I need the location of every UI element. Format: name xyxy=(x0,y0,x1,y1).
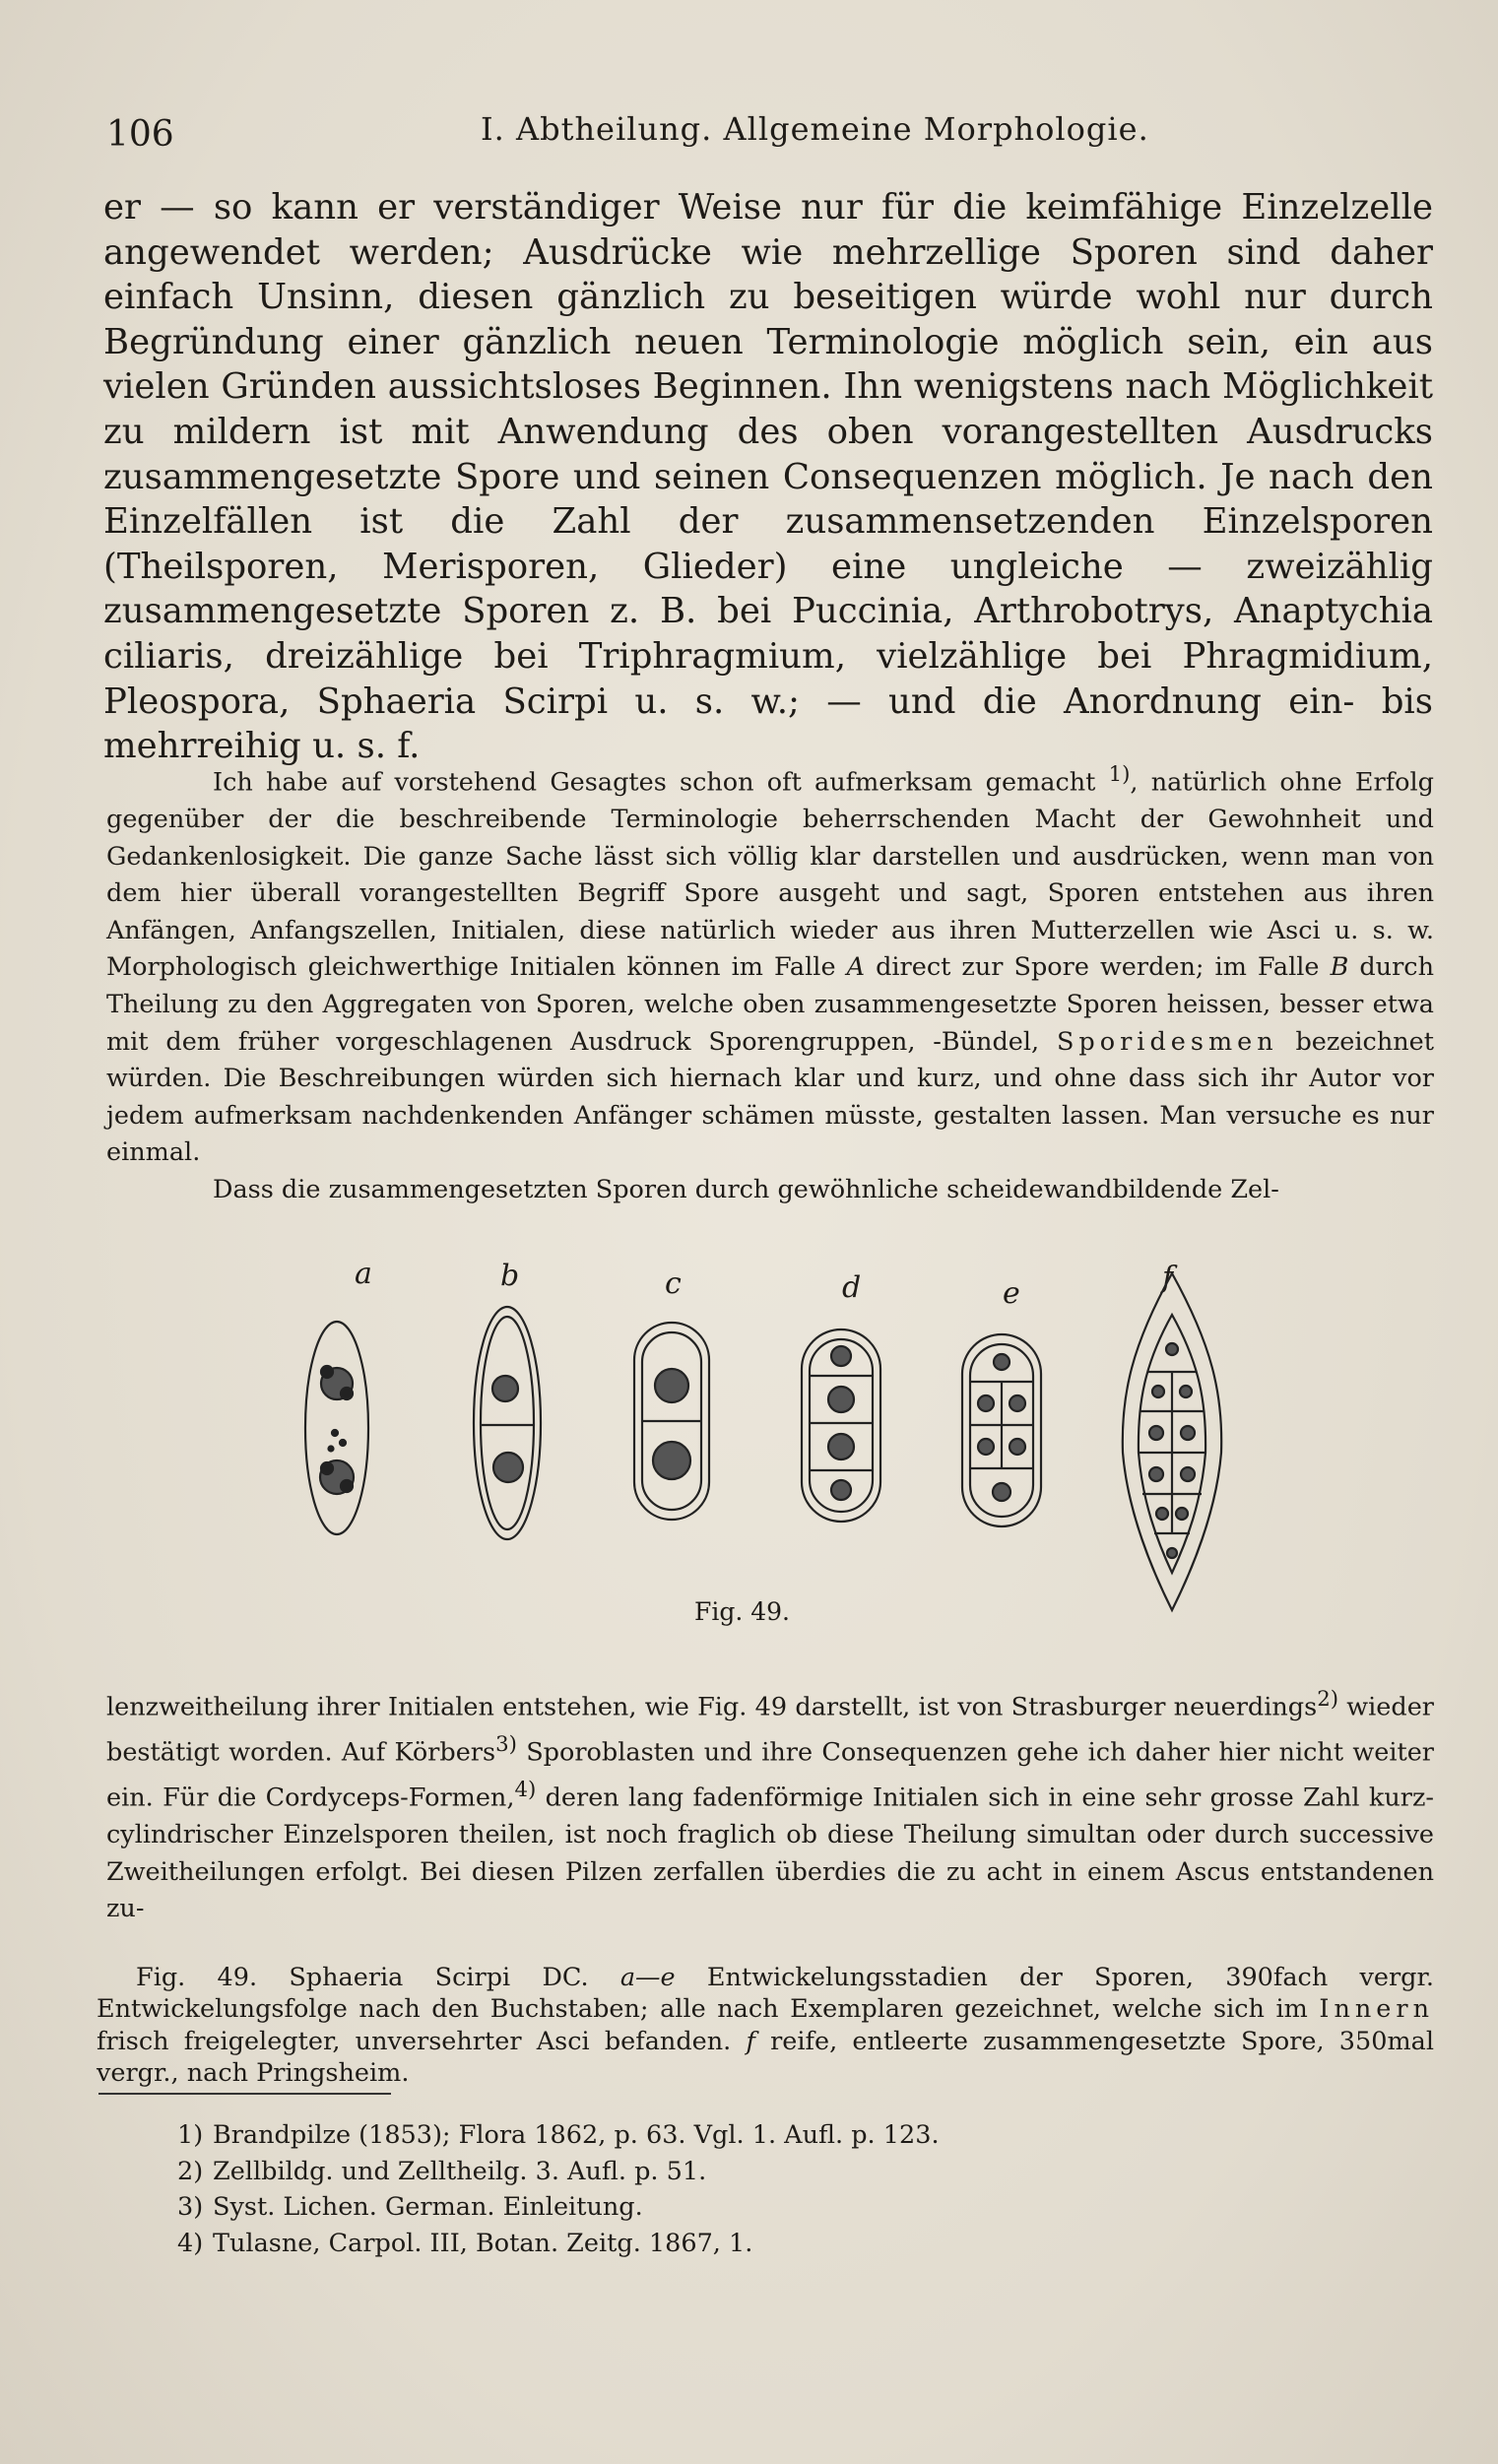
spaced-term: Innern xyxy=(1319,1994,1434,2024)
footnote-mark: 2) xyxy=(177,2156,204,2186)
figure-label-c: c xyxy=(665,1266,682,1301)
footnote-3 xyxy=(177,2189,1261,2226)
caption-range: a—e xyxy=(619,1962,676,1992)
text-run: reife, entleerte zusammengesetzte Spore, 350mal vergr., nach Pringsheim. xyxy=(97,2026,1434,2088)
text-run: Sporoblasten und ihre Consequenzen gehe ich daher hier nicht weiter ein. Für die Cordyceps-Formen, xyxy=(106,1737,1435,1813)
figure-caption-text xyxy=(97,1962,1434,2090)
footnote-mark: 4) xyxy=(177,2228,204,2258)
footnote-text: Syst. Lichen. German. Einleitung. xyxy=(213,2192,643,2222)
continuation-paragraph-text xyxy=(106,1681,1434,1928)
spore-d xyxy=(802,1329,880,1522)
continuation-paragraph xyxy=(106,1681,1434,1928)
spore-f xyxy=(1123,1273,1221,1610)
text-run: durch Theilung zu den Aggregaten von Sporen, welche oben zusammengesetzte Sporen heissen, besser etwa mit dem früher vorgeschlagenen Ausdruck Sporengruppen, -Bündel, xyxy=(106,952,1435,1057)
main-paragraph-text: er — so kann er verständiger Weise nur für die keimfähige Einzelzelle angewendet werden; Ausdrücke wie mehrzellige Sporen sind daher einfach Unsinn, diesen gänzlich zu beseitigen würde wohl nur durch Begründung einer gänzlich neuen Terminologie möglich sein, ein aus vielen Gründen aussichtsloses Beginnen. Ihn wenigstens nach Möglichkeit zu mildern ist mit Anwendung des oben vorangestellten Ausdrucks zusammengesetzte Spore und seinen Consequenzen möglich. Je nach den Einzelfällen ist die Zahl der zusammensetzenden Einzelsporen (Theilsporen, Merisporen, Glieder) eine ungleiche — zweizählig zusammengesetzte Sporen z. B. bei Puccinia, Arthrobotrys, Anaptychia ciliaris, dreizählige bei Triphragmium, vielzählige bei Phragmidium, Pleospora, Sphaeria Scirpi u. s. w.; — und die Anordnung ein- bis mehrreihig u. s. f. xyxy=(103,187,1433,767)
footnote-4 xyxy=(177,2226,1261,2262)
small-print-section xyxy=(106,756,1434,1209)
text-run: Entwickelungsstadien der Sporen, 390fach vergr. Entwickelungsfolge nach den Buchstaben; alle nach Exemplaren gezeichnet, welche sich im xyxy=(97,1962,1434,2024)
footnote-text: Tulasne, Carpol. III, Botan. Zeitg. 1867, 1. xyxy=(213,2228,753,2258)
figure-label-a: a xyxy=(355,1257,372,1291)
page-header xyxy=(106,106,1426,165)
spore-c xyxy=(634,1323,709,1520)
text-run: wieder bestätigt worden. Auf Körbers xyxy=(106,1692,1434,1768)
text-run: Fig. 49. Sphaeria Scirpi DC. xyxy=(136,1962,620,1992)
figure-label-f: f xyxy=(1162,1261,1174,1295)
main-paragraph xyxy=(103,185,1433,769)
spore-drawings xyxy=(295,1256,1280,1625)
page-number: 106 xyxy=(106,114,174,155)
figure-label-b: b xyxy=(500,1259,520,1293)
spaced-term: Sporidesmen xyxy=(1056,1026,1278,1057)
footnote-divider xyxy=(98,2093,391,2095)
footnote-ref: 3) xyxy=(495,1732,517,1758)
spore-a xyxy=(305,1322,368,1534)
footnote-1 xyxy=(177,2117,1261,2154)
case-letter: A xyxy=(846,952,866,983)
figure-caption xyxy=(97,1936,1434,2114)
footnote-text: Zellbildg. und Zelltheilg. 3. Aufl. p. 51. xyxy=(213,2156,707,2186)
figure-49-illustration xyxy=(295,1256,1280,1625)
footnote-ref: 4) xyxy=(514,1778,537,1803)
spore-b xyxy=(474,1307,541,1539)
footnote-ref: 2) xyxy=(1317,1687,1339,1712)
text-run: Ich habe auf vorstehend Gesagtes schon oft aufmerksam gemacht xyxy=(213,767,1109,798)
footnote-ref: 1) xyxy=(1108,762,1131,787)
spore-e xyxy=(962,1334,1041,1526)
text-run: lenzweitheilung ihrer Initialen entstehen, wie Fig. 49 darstellt, ist von Strasburger neuerdings xyxy=(106,1692,1318,1722)
text-run: frisch freigelegter, unversehrter Asci befanden. xyxy=(97,2026,747,2056)
running-head: I. Abtheilung. Allgemeine Morphologie. xyxy=(481,110,1149,148)
footnote-2 xyxy=(177,2154,1261,2190)
footnote-text: Brandpilze (1853); Flora 1862, p. 63. Vgl. 1. Aufl. p. 123. xyxy=(213,2120,940,2150)
footnote-mark: 3) xyxy=(177,2192,204,2222)
text-run: bezeichnet würden. Die Beschreibungen würden sich hiernach klar und kurz, und ohne dass sich ihr Autor vor jedem aufmerksam nachdenkenden Anfänger schämen müsste, gestalten lassen. Man versuche es nur einmal. xyxy=(106,1026,1435,1168)
text-run: , natürlich ohne Erfolg gegenüber der die beschreibende Terminologie beherrschenden Macht der Gewohnheit und Gedankenlosigkeit. Die ganze Sache lässt sich völlig klar darstellen und ausdrücken, wenn man von dem hier überall vorangestellten Begriff Spore ausgeht und sagt, Sporen entstehen aus ihren Anfängen, Anfangszellen, Initialen, diese natürlich wieder aus ihren Mutterzellen wie Asci u. s. w. Morphologisch gleichwerthige Initialen können im Falle xyxy=(106,767,1434,983)
small-print-paragraph-1 xyxy=(106,756,1434,1172)
small-print-paragraph-2: Dass die zusammengesetzten Sporen durch gewöhnliche scheidewandbildende Zel- xyxy=(213,1175,1279,1205)
text-run: direct zur Spore werden; im Falle xyxy=(865,952,1331,983)
figure-number-label: Fig. 49. xyxy=(694,1597,790,1626)
figure-label-d: d xyxy=(842,1270,862,1305)
text-run: deren lang fadenförmige Initialen sich in eine sehr grosse Zahl kurz-cylindrischer Einzelsporen theilen, ist noch fraglich ob diese Theilung simultan oder durch successive Zweitheilungen erfolgt. Bei diesen Pilzen zerfallen überdies die zu acht in einem Ascus entstandenen zu- xyxy=(106,1783,1434,1924)
footnotes xyxy=(177,2117,1261,2261)
caption-letter: f xyxy=(746,2026,755,2056)
case-letter: B xyxy=(1330,952,1349,983)
figure-label-e: e xyxy=(1003,1276,1020,1311)
footnote-mark: 1) xyxy=(177,2120,204,2150)
